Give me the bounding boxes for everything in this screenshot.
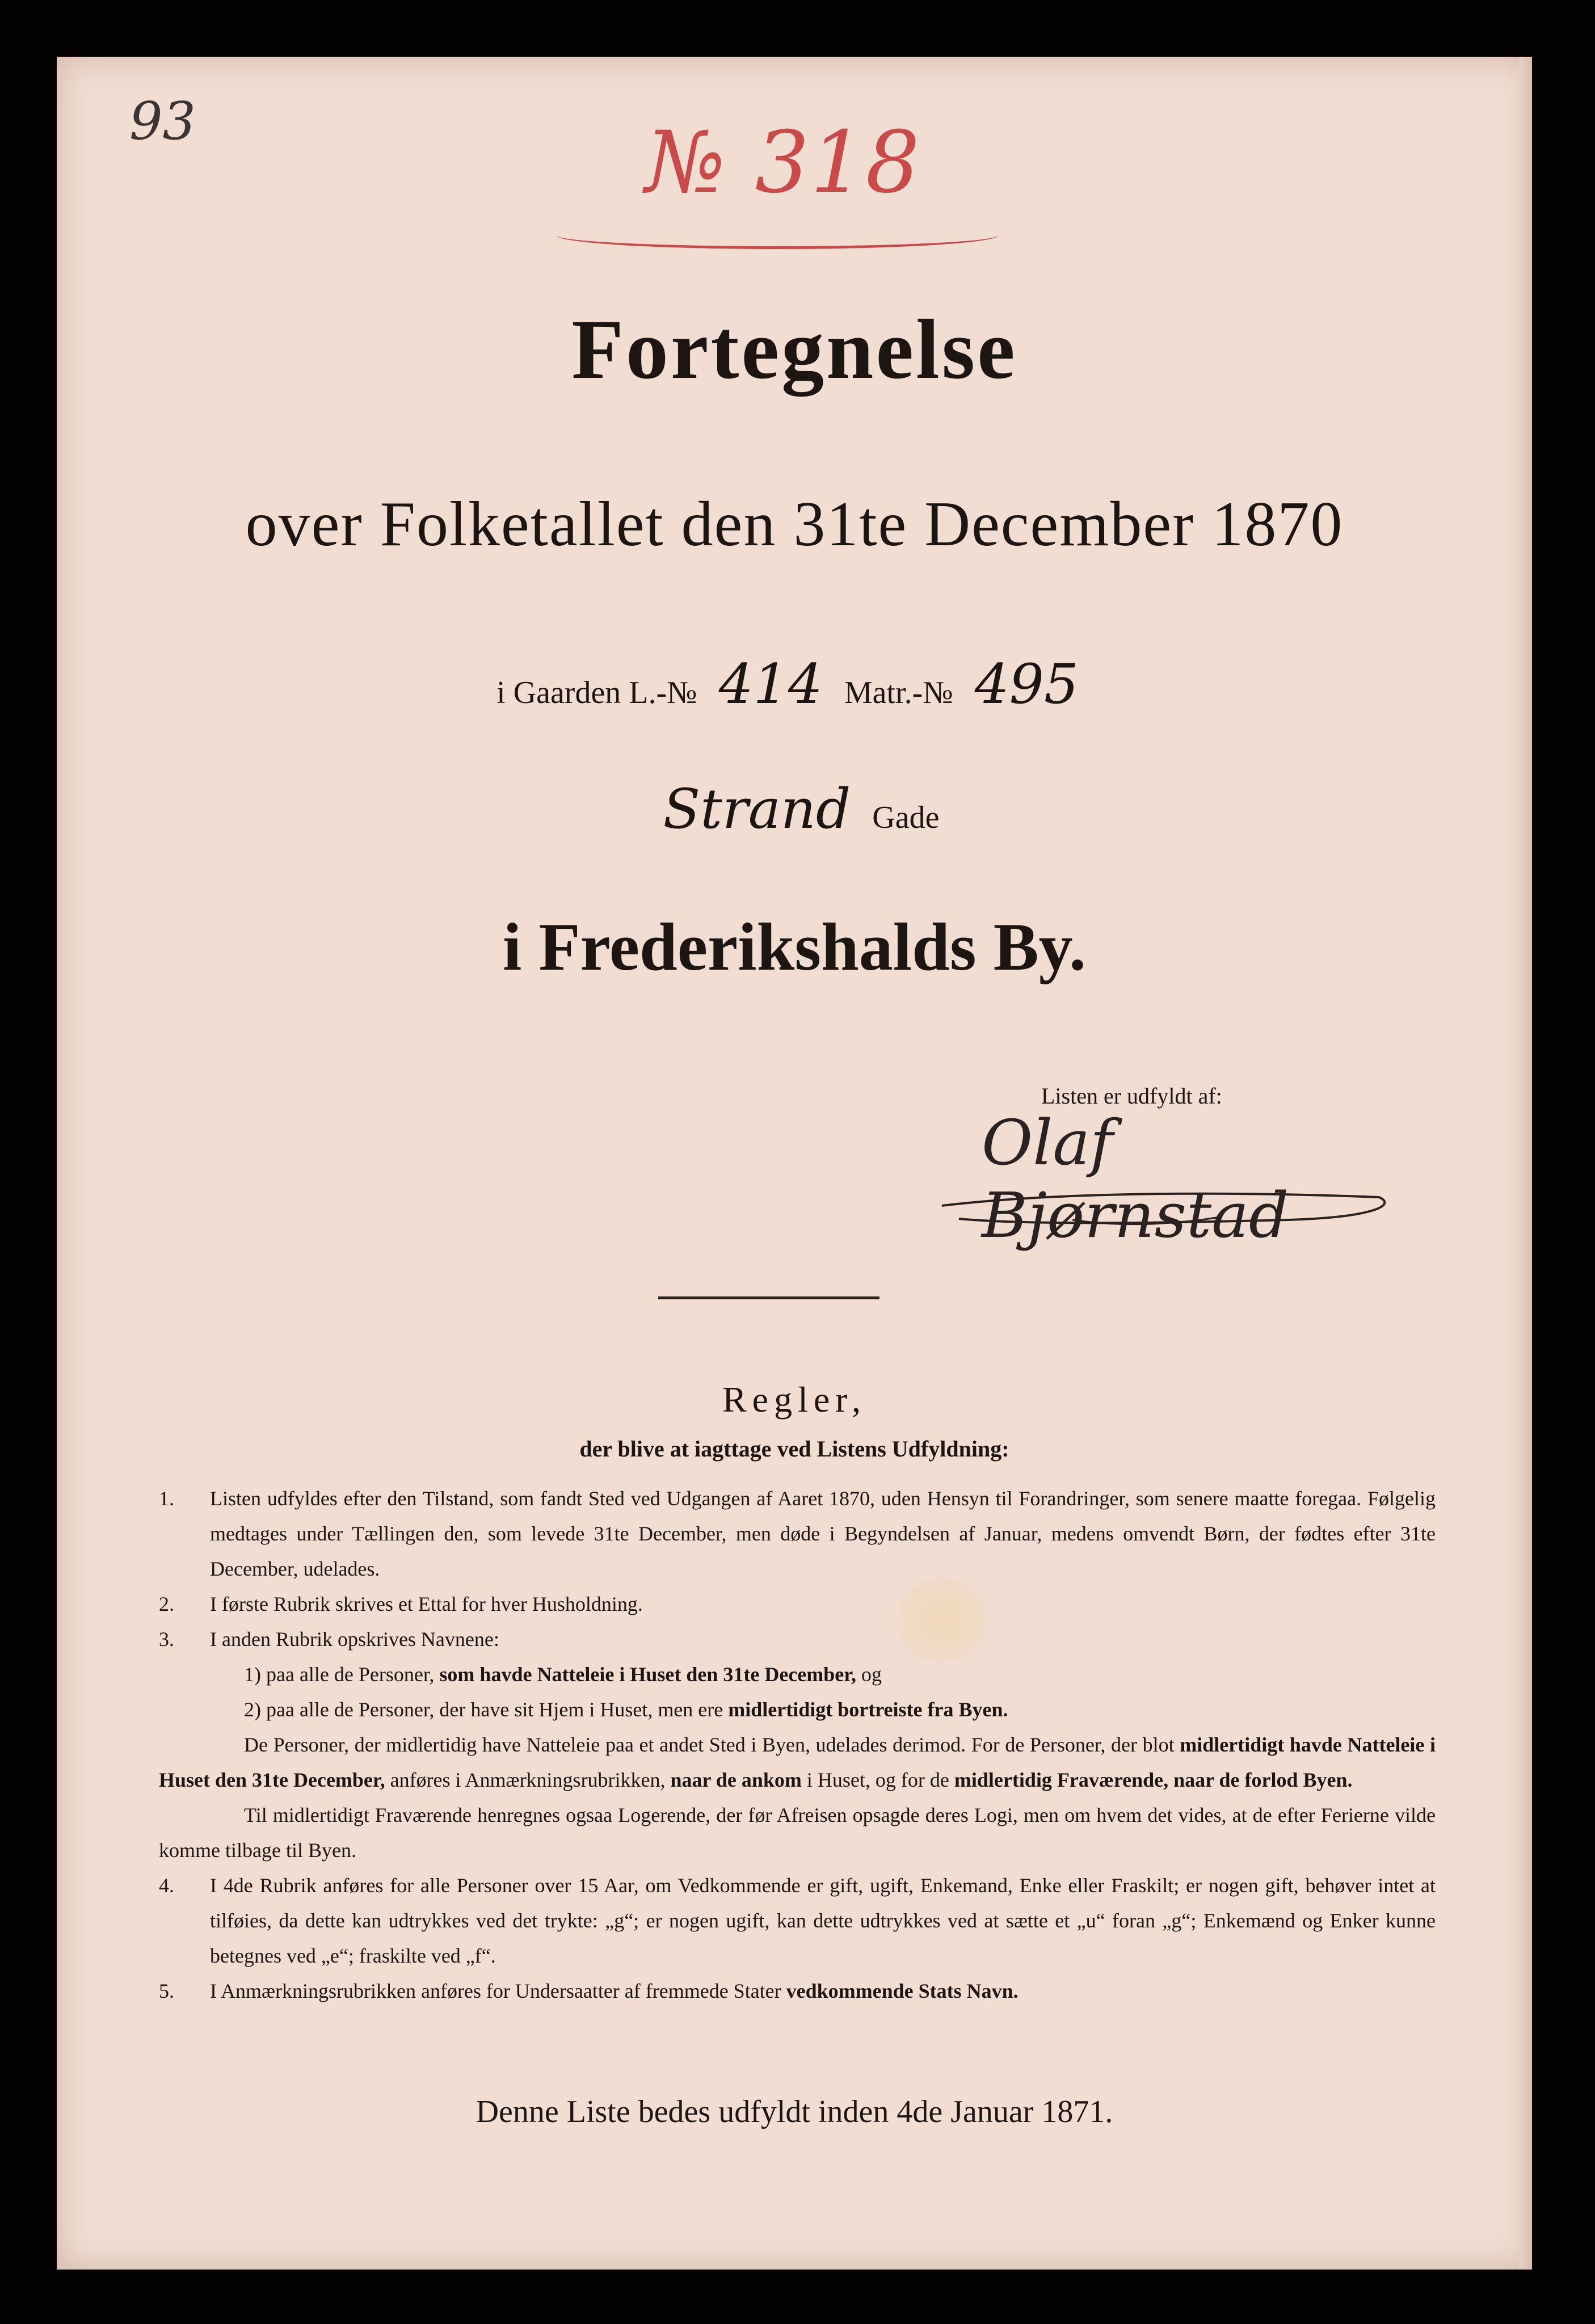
rule-text: I første Rubrik skrives et Ettal for hver Husholdning.: [210, 1593, 643, 1615]
pencil-page-number: 93: [129, 91, 196, 151]
rule-number: 5.: [159, 1980, 174, 2002]
rule-3-paragraph-1: [159, 1727, 1436, 1797]
sub-text: 1) paa alle de Personer,: [244, 1663, 435, 1686]
signature: [891, 1106, 1402, 1252]
signature-flourish: [891, 1106, 1402, 1243]
para-text: De Personer, der midlertidig have Natteleie paa et andet Sted i Byen, udelades derimod. For de Personer, der blot: [244, 1733, 1175, 1756]
lot-number: 414: [718, 652, 823, 716]
rule-text: I 4de Rubrik anføres for alle Personer over 15 Aar, om Vedkommende er gift, ugift, Enkemand, Enke eller Fraskilt; er nogen gift, behøver intet at tilføies, da dette kan udtrykkes ved det trykte: „g“; er nogen ugift, kan dette udtrykkes ved at sætte et „u“ foran „g“; Enkemænd og Enker kunne betegnes ved „e“; fraskilte ved „f“.: [210, 1874, 1436, 1967]
street-suffix: Gade: [872, 800, 940, 835]
street-name: Strand: [663, 777, 851, 841]
form-number-underline: [556, 221, 999, 249]
form-subtitle: over Folketallet den 31te December 1870: [245, 489, 1344, 559]
divider-line: [658, 1296, 879, 1299]
filled-by-label: Listen er udfyldt af:: [1041, 1083, 1222, 1109]
sub-text-bold: midlertidigt bortreiste fra Byen.: [728, 1698, 1008, 1721]
rule-number: 4.: [159, 1874, 174, 1897]
signature-text: Olaf Bjørnstad: [982, 1106, 1289, 1252]
rule-4: [159, 1868, 1436, 1973]
street-line: [57, 777, 1532, 841]
rule-2: [159, 1586, 1436, 1622]
sub-text-bold: som havde Natteleie i Huset den 31te December,: [439, 1663, 856, 1686]
para-text: i Huset, og for de: [806, 1769, 949, 1791]
property-prefix: i Gaarden L.-№: [496, 675, 697, 710]
rule-number: 1.: [159, 1487, 174, 1510]
property-line: [57, 652, 1532, 716]
sub-text: og: [861, 1663, 882, 1686]
para-text-bold: midlertidig Fraværende, naar de forlod Byen.: [954, 1769, 1353, 1791]
rule-5: [159, 1973, 1436, 2009]
rule-number: 3.: [159, 1628, 174, 1651]
rule-text: Listen udfyldes efter den Tilstand, som fandt Sted ved Udgangen af Aaret 1870, uden Hensyn til Forandringer, som senere maatte foregaa. Følgelig medtages under Tællingen den, som levede 31te December, men døde i Begyndelsen af Januar, medens omvendt Børn, der fødtes efter 31te December, udelades.: [210, 1487, 1436, 1580]
para-text-bold: midlertidigt havde Natteleie i Huset den 31te December,: [159, 1733, 1436, 1791]
rule-3-paragraph-2: Til midlertidigt Fraværende henregnes ogsaa Logerende, der før Afreisen opsagde deres Logi, men om hvem det vides, at de efter Ferierne vilde komme tilbage til Byen.: [159, 1804, 1436, 1862]
rule-text-bold: vedkommende Stats Navn.: [786, 1980, 1019, 2002]
matr-label: Matr.-№: [844, 675, 953, 710]
rule-3-sub-1: [159, 1657, 1436, 1692]
matr-number: 495: [974, 652, 1079, 716]
rules-list: [159, 1481, 1436, 2009]
rule-3: [159, 1622, 1436, 1657]
rule-3-sub-2: [159, 1692, 1436, 1727]
form-number: № 318: [645, 113, 921, 212]
rule-1: [159, 1481, 1436, 1586]
rules-subheading: der blive at iagttage ved Listens Udfyldning:: [579, 1436, 1009, 1462]
rule-text: I Anmærkningsrubrikken anføres for Undersaatter af fremmede Stater: [210, 1980, 781, 2002]
city-line: i Frederikshalds By.: [503, 909, 1086, 984]
deadline-line: Denne Liste bedes udfyldt inden 4de Januar 1871.: [475, 2094, 1113, 2129]
para-text: anføres i Anmærkningsrubrikken,: [390, 1769, 666, 1791]
form-title: Fortegnelse: [571, 302, 1017, 397]
rule-text: I anden Rubrik opskrives Navnene:: [210, 1628, 499, 1651]
rule-number: 2.: [159, 1593, 174, 1615]
census-form-sheet: [57, 57, 1532, 2270]
sub-text: 2) paa alle de Personer, der have sit Hjem i Huset, men ere: [244, 1698, 723, 1721]
para-text-bold: naar de ankom: [670, 1769, 802, 1791]
rules-heading: Regler,: [722, 1379, 867, 1420]
